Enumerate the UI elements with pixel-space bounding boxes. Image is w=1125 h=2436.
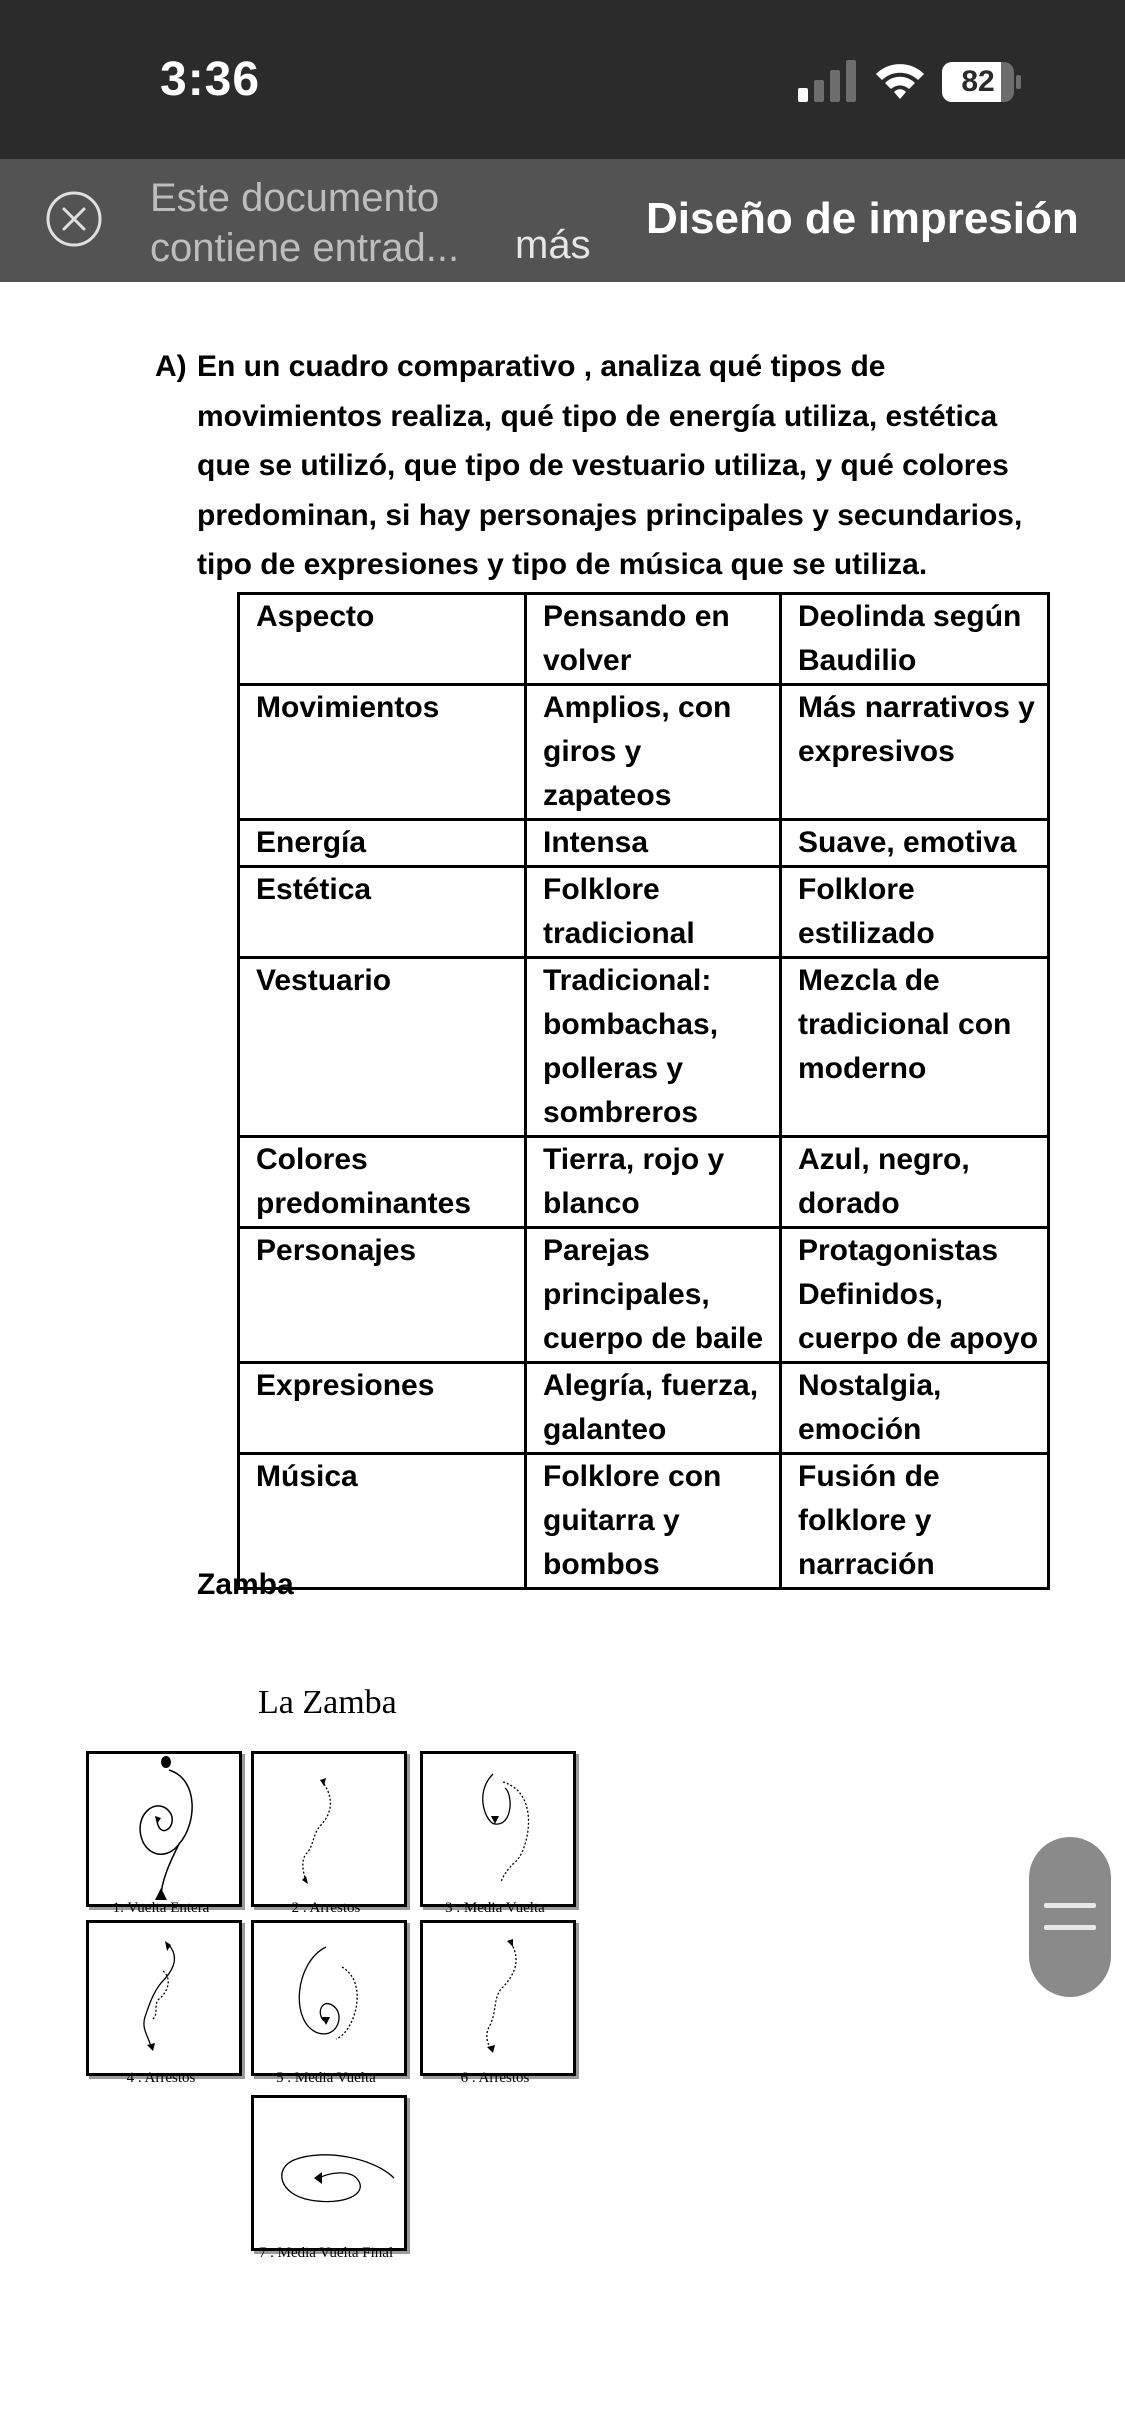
table-cell: Amplios, con giros y zapateos <box>526 685 781 820</box>
table-cell: Estética <box>239 867 526 958</box>
diagram-arrestos-3 <box>420 1920 576 2076</box>
table-row <box>239 1228 1049 1363</box>
table-row <box>239 820 1049 867</box>
table-cell: Música <box>239 1454 526 1589</box>
diagram-media-vuelta-final <box>251 2095 407 2251</box>
table-cell: Aspecto <box>239 594 526 685</box>
table-cell: Mezcla de tradicional con moderno <box>781 958 1049 1137</box>
caption-2: 2 . Arrestos <box>291 1900 361 1916</box>
diagram-media-vuelta-1 <box>420 1751 576 1907</box>
table-row <box>239 867 1049 958</box>
caption-3: 3 . Media Vuelta <box>445 1900 545 1916</box>
cellular-signal-icon <box>798 60 856 102</box>
table-cell: Nostalgia, emoción <box>781 1363 1049 1454</box>
caption-5: 5 . Media Vuelta <box>276 2070 376 2086</box>
table-row <box>239 958 1049 1137</box>
table-cell: Movimientos <box>239 685 526 820</box>
table-cell: Azul, negro, dorado <box>781 1137 1049 1228</box>
table-cell: Parejas principales, cuerpo de baile <box>526 1228 781 1363</box>
table-cell: Pensando en volver <box>526 594 781 685</box>
table-cell: Expresiones <box>239 1363 526 1454</box>
table-cell: Tierra, rojo y blanco <box>526 1137 781 1228</box>
print-layout-button[interactable]: Diseño de impresión <box>646 194 1079 243</box>
table-cell: Folklore con guitarra y bombos <box>526 1454 781 1589</box>
zamba-heading: Zamba <box>197 1568 294 1601</box>
question-paragraph <box>155 342 1055 590</box>
caption-1: 1. Vuelta Entera <box>112 1900 210 1916</box>
status-bar <box>0 0 1125 159</box>
comparison-table <box>237 592 1050 1590</box>
figure-title: La Zamba <box>258 1684 397 1721</box>
banner-message: Este documento contiene entrad... <box>150 176 460 270</box>
table-cell: Alegría, fuerza, galanteo <box>526 1363 781 1454</box>
table-row <box>239 1363 1049 1454</box>
table-cell: Más narrativos y expresivos <box>781 685 1049 820</box>
table-row <box>239 1454 1049 1589</box>
status-time: 3:36 <box>160 53 261 106</box>
table-cell: Intensa <box>526 820 781 867</box>
table-cell: Personajes <box>239 1228 526 1363</box>
document-banner <box>0 159 1125 282</box>
caption-4: 4 . Arrestos <box>126 2070 196 2086</box>
table-header-row <box>239 594 1049 685</box>
question-text: En un cuadro comparativo , analiza qué tipos de movimientos realiza, qué tipo de energía utiliza, estética que se utilizó, que tipo de vestuario utiliza, y qué colores predominan, si hay personajes principales y secundarios, tipo de expresiones y tipo de música que se utiliza. <box>197 350 1023 581</box>
caption-6: 6 . Arrestos <box>460 2070 530 2086</box>
table-cell: Suave, emotiva <box>781 820 1049 867</box>
table-cell: Folklore estilizado <box>781 867 1049 958</box>
table-cell: Vestuario <box>239 958 526 1137</box>
table-row <box>239 685 1049 820</box>
diagram-vuelta-entera <box>86 1751 242 1907</box>
table-cell: Energía <box>239 820 526 867</box>
battery-icon <box>942 62 1022 102</box>
table-cell: Colores predominantes <box>239 1137 526 1228</box>
close-icon[interactable] <box>45 190 103 248</box>
diagram-arrestos-2 <box>86 1920 242 2076</box>
caption-7: 7 . Media Vuelta Final <box>258 2245 394 2261</box>
wifi-icon <box>874 60 926 100</box>
table-cell: Deolinda según Baudilio <box>781 594 1049 685</box>
table-cell: Tradicional: bombachas, polleras y sombreros <box>526 958 781 1137</box>
banner-more-link[interactable]: más <box>515 223 591 267</box>
question-letter: A) <box>155 350 187 383</box>
diagram-arrestos-1 <box>251 1751 407 1907</box>
battery-percentage: 82 <box>961 65 995 98</box>
table-cell: Fusión de folklore y narración <box>781 1454 1049 1589</box>
table-cell: Folklore tradicional <box>526 867 781 958</box>
scroll-handle[interactable] <box>1029 1837 1111 1997</box>
table-cell: Protagonistas Definidos, cuerpo de apoyo <box>781 1228 1049 1363</box>
diagram-media-vuelta-2 <box>251 1920 407 2076</box>
table-row <box>239 1137 1049 1228</box>
